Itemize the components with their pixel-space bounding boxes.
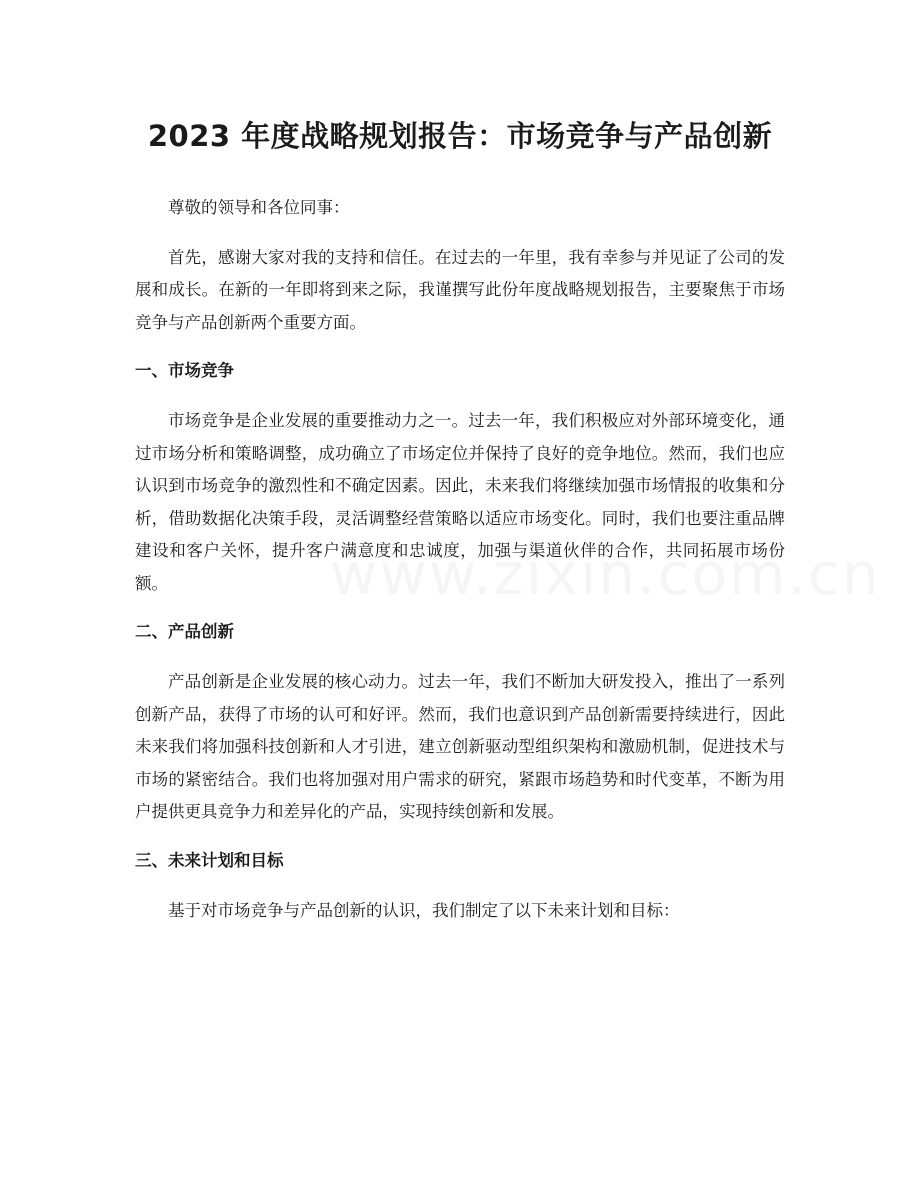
section-heading-market-competition: 一、市场竞争 bbox=[135, 361, 234, 380]
document-title: 2023 年度战略规划报告：市场竞争与产品创新 bbox=[147, 119, 773, 153]
section-heading-product-innovation: 二、产品创新 bbox=[135, 622, 234, 641]
intro-paragraph: 首先，感谢大家对我的支持和信任。在过去的一年里，我有幸参与并见证了公司的发展和成长。在新的一年即将到来之际，我谨撰写此份年度战略规划报告，主要聚焦于市场竞争与产品创新两个重要方面。 bbox=[135, 247, 785, 332]
section-body-market-competition: 市场竞争是企业发展的重要推动力之一。过去一年，我们积极应对外部环境变化，通过市场分析和策略调整，成功确立了市场定位并保持了良好的竞争地位。然而，我们也应认识到市场竞争的激烈性和不确定因素。因此，未来我们将继续加强市场情报的收集和分析，借助数据化决策手段，灵活调整经营策略以适应市场变化。同时，我们也要注重品牌建设和客户关怀，提升客户满意度和忠诚度，加强与渠道伙伴的合作，共同拓展市场份额。 bbox=[135, 411, 785, 593]
greeting: 尊敬的领导和各位同事： bbox=[168, 198, 350, 217]
section-body-product-innovation: 产品创新是企业发展的核心动力。过去一年，我们不断加大研发投入，推出了一系列创新产品，获得了市场的认可和好评。然而，我们也意识到产品创新需要持续进行，因此未来我们将加强科技创新和人才引进，建立创新驱动型组织架构和激励机制，促进技术与市场的紧密结合。我们也将加强对用户需求的研究，紧跟市场趋势和时代变革，不断为用户提供更具竞争力和差异化的产品，实现持续创新和发展。 bbox=[135, 672, 785, 821]
section-heading-future-plans: 三、未来计划和目标 bbox=[135, 850, 284, 870]
document-body bbox=[135, 108, 785, 944]
section-body-future-plans: 基于对市场竞争与产品创新的认识，我们制定了以下未来计划和目标： bbox=[168, 900, 680, 920]
